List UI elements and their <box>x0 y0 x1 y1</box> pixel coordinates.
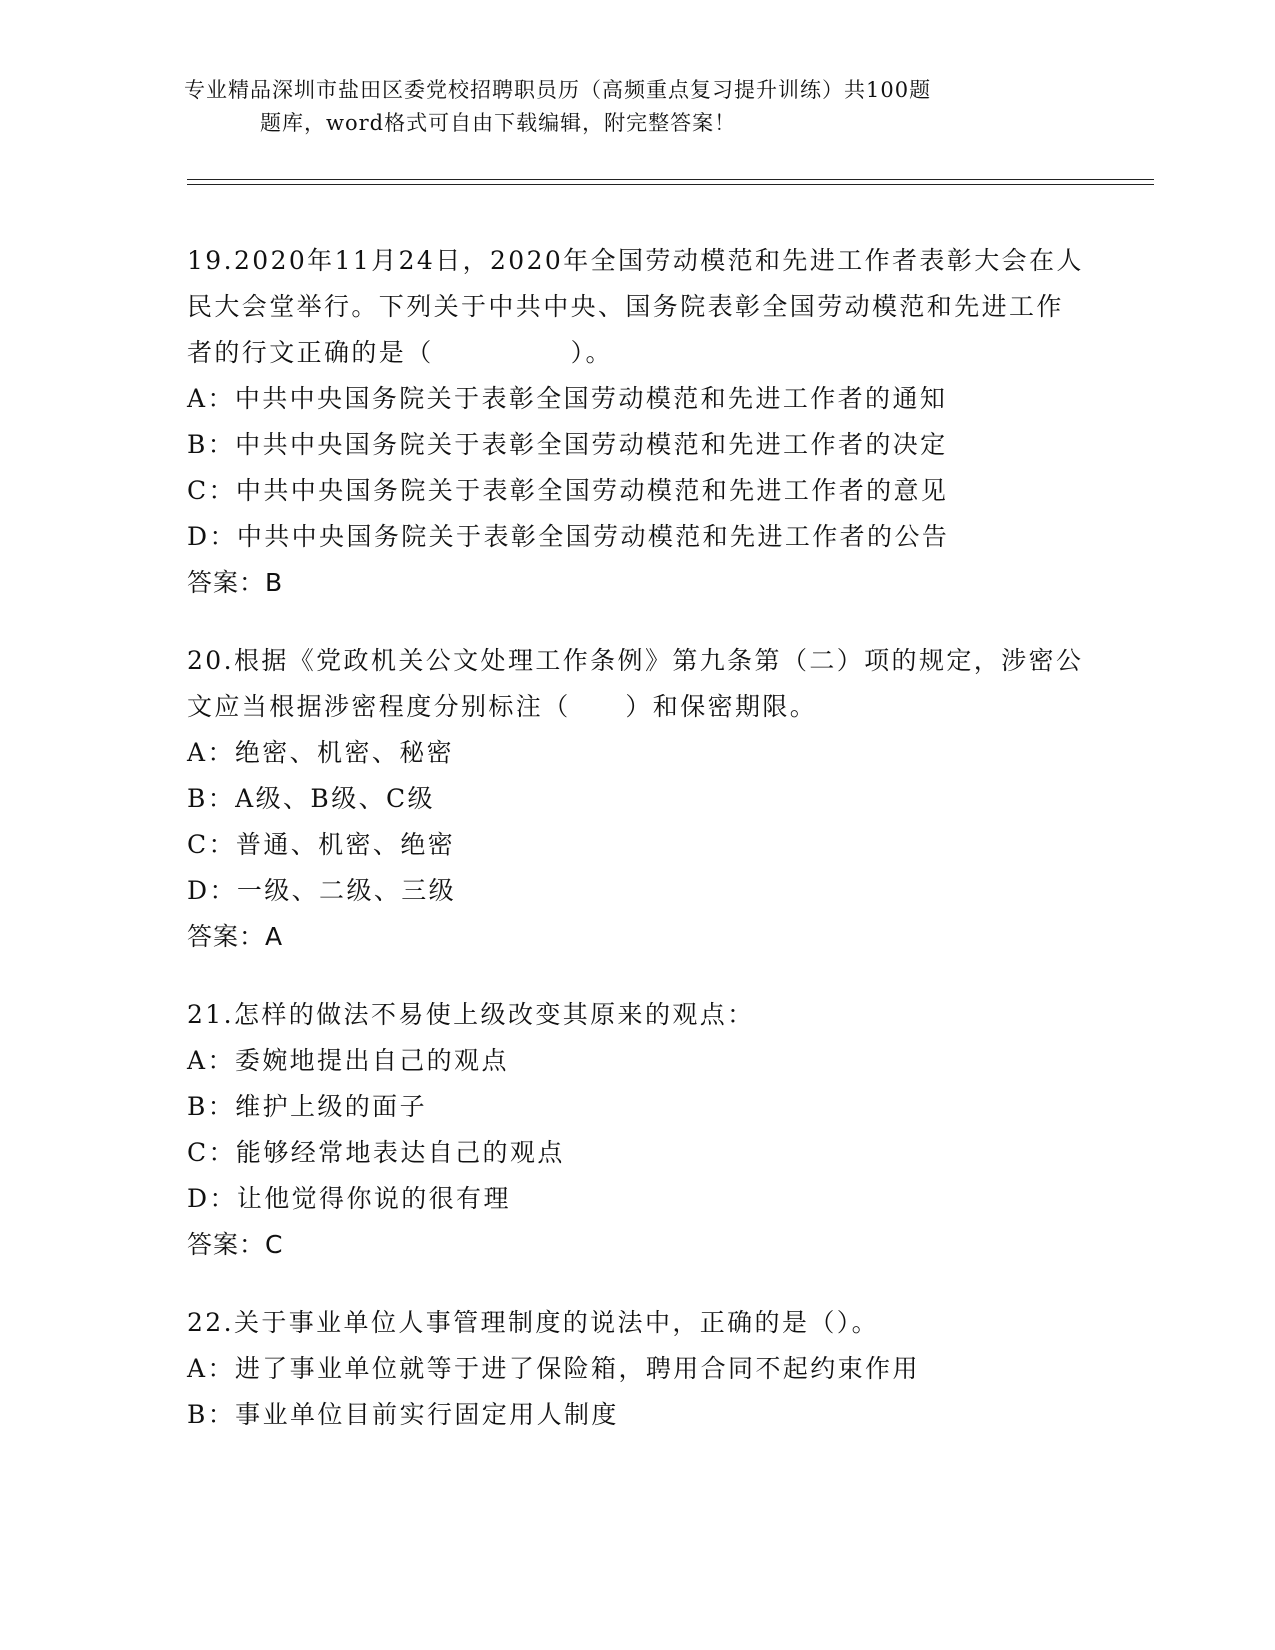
header-title-line-1: 专业精品深圳市盐田区委党校招聘职员历（高频重点复习提升训练）共100题 <box>184 78 932 102</box>
option-b: B：A级、B级、C级 <box>187 784 435 813</box>
option-c: C：普通、机密、绝密 <box>187 830 456 859</box>
option-d: D：让他觉得你说的很有理 <box>187 1184 511 1213</box>
header-divider-bottom <box>187 184 1154 185</box>
question-list <box>187 238 1087 1470</box>
option-d: D：中共中央国务院关于表彰全国劳动模范和先进工作者的公告 <box>187 522 950 551</box>
option-c: C：中共中央国务院关于表彰全国劳动模范和先进工作者的意见 <box>187 476 949 505</box>
option-c: C：能够经常地表达自己的观点 <box>187 1138 565 1167</box>
option-a: A：进了事业单位就等于进了保险箱，聘用合同不起约束作用 <box>187 1354 920 1383</box>
option-a: A：委婉地提出自己的观点 <box>187 1046 509 1075</box>
option-a: A：中共中央国务院关于表彰全国劳动模范和先进工作者的通知 <box>187 384 948 413</box>
option-b: B：事业单位目前实行固定用人制度 <box>187 1400 619 1429</box>
question-stem: 22.关于事业单位人事管理制度的说法中，正确的是（）。 <box>187 1308 880 1337</box>
option-b: B：维护上级的面子 <box>187 1092 427 1121</box>
option-a: A：绝密、机密、秘密 <box>187 738 455 767</box>
question-21 <box>187 992 1087 1268</box>
header-divider-top <box>187 179 1154 180</box>
question-19 <box>187 238 1087 606</box>
answer-line: 答案：A <box>187 922 284 951</box>
question-stem: 20.根据《党政机关公文处理工作条例》第九条第（二）项的规定，涉密公文应当根据涉密程度分别标注（ ）和保密期限。 <box>187 646 1084 721</box>
question-stem: 19.2020年11月24日，2020年全国劳动模范和先进工作者表彰大会在人民大会堂举行。下列关于中共中央、国务院表彰全国劳动模范和先进工作者的行文正确的是（ ）。 <box>187 246 1084 367</box>
option-b: B：中共中央国务院关于表彰全国劳动模范和先进工作者的决定 <box>187 430 948 459</box>
answer-line: 答案：C <box>187 1230 284 1259</box>
document-header <box>184 74 1084 140</box>
option-d: D：一级、二级、三级 <box>187 876 457 905</box>
question-20 <box>187 638 1087 960</box>
header-title-line-2: 题库，word格式可自由下载编辑，附完整答案！ <box>260 111 737 135</box>
question-22 <box>187 1300 1087 1438</box>
question-stem: 21.怎样的做法不易使上级改变其原来的观点： <box>187 1000 755 1029</box>
answer-line: 答案：B <box>187 568 284 597</box>
